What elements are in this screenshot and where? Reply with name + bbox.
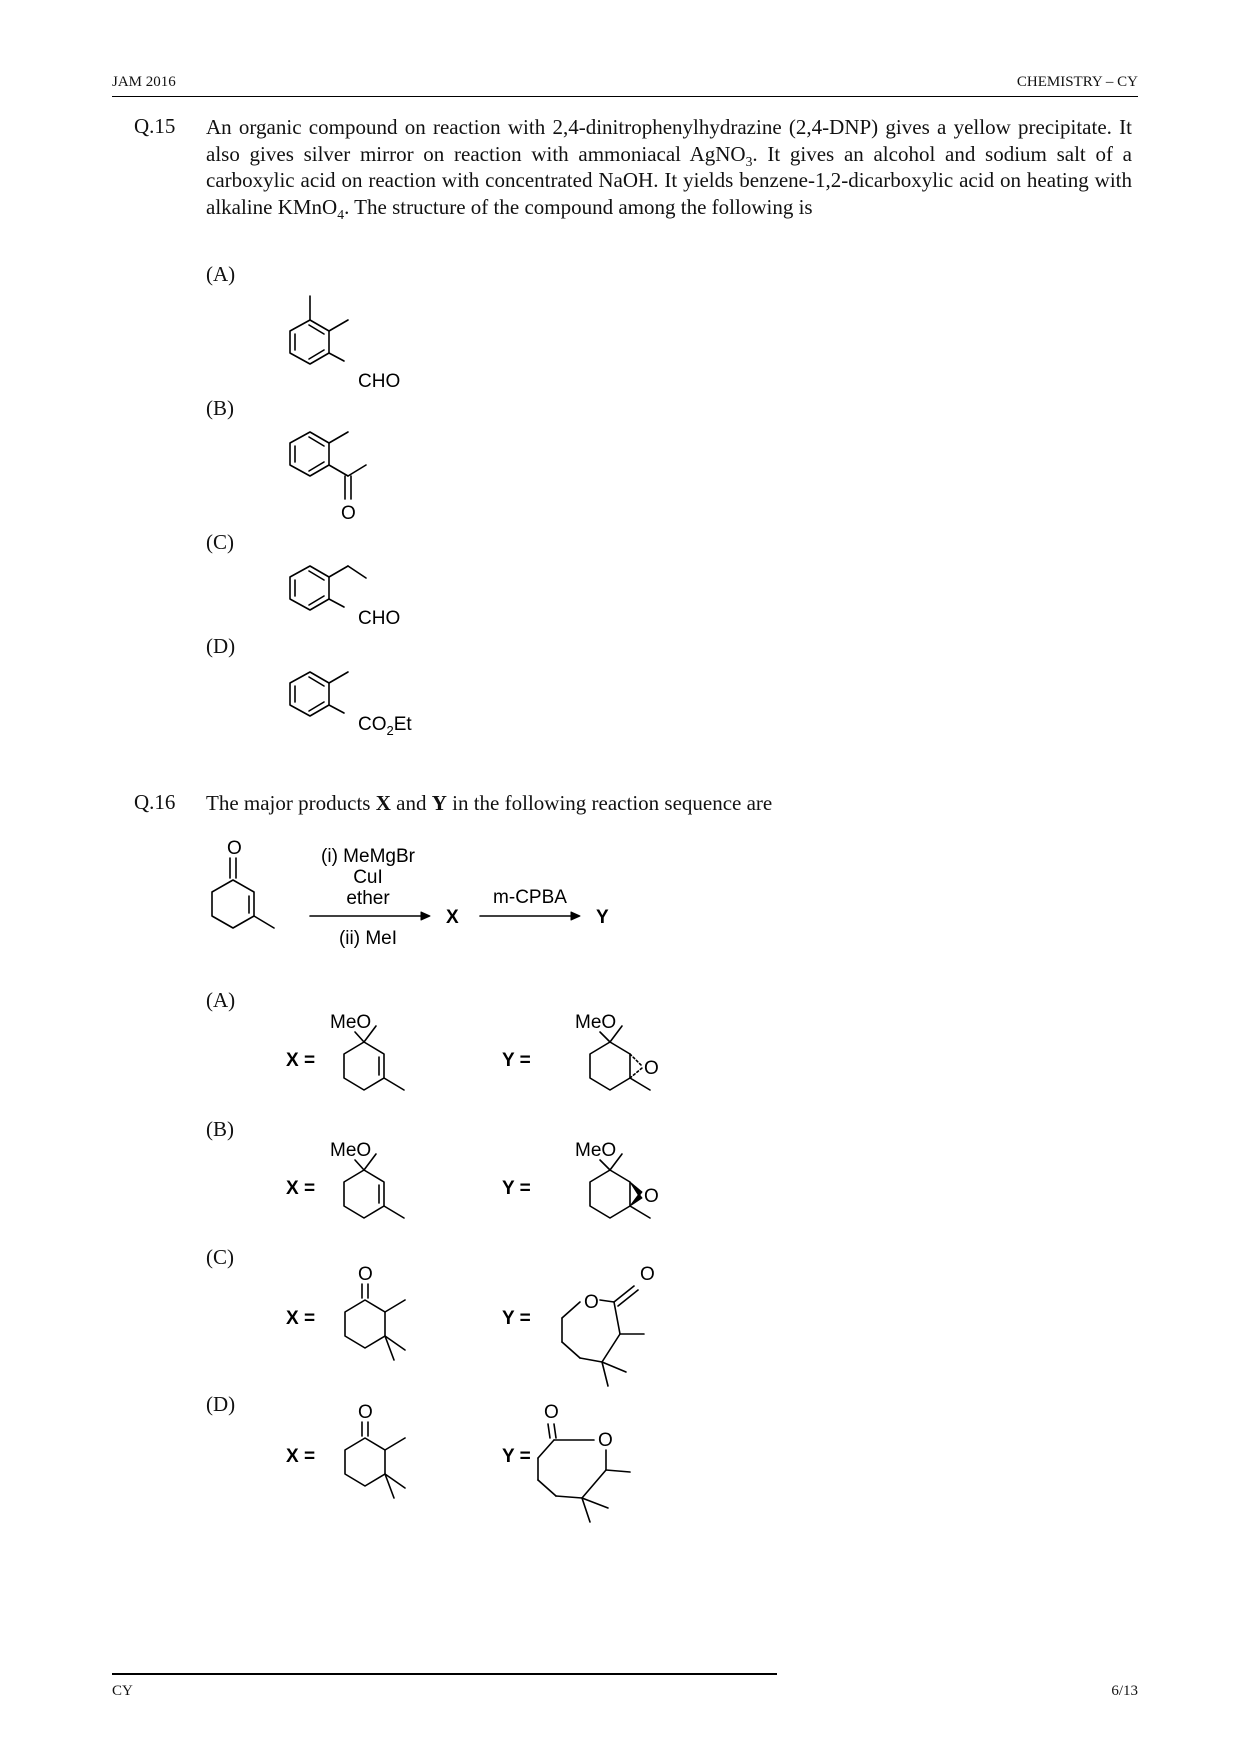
q15-option-b-label: (B)	[206, 396, 234, 420]
q15-option-d-label: (D)	[206, 634, 236, 658]
header-exam-label: JAM 2016	[112, 74, 176, 90]
question-number-15: Q.15	[134, 114, 176, 138]
svg-text:MeO: MeO	[330, 1012, 372, 1033]
svg-text:(ii) MeI: (ii) MeI	[338, 928, 398, 949]
header-rule	[112, 96, 1138, 97]
q16-option-b-structures	[280, 1138, 700, 1248]
svg-text:O: O	[644, 1058, 659, 1079]
svg-text:O: O	[584, 1292, 599, 1313]
svg-text:CHO: CHO	[358, 371, 401, 392]
svg-text:MeO: MeO	[330, 1140, 372, 1161]
q16-option-c-label: (C)	[206, 1245, 234, 1269]
svg-text:(i) MeMgBr: (i) MeMgBr	[321, 846, 415, 867]
footer-rule	[112, 1673, 777, 1675]
svg-text:X =: X =	[286, 1178, 316, 1199]
svg-text:Y =: Y =	[502, 1446, 531, 1467]
svg-text:O: O	[358, 1264, 373, 1285]
q15-option-b-structure	[270, 412, 430, 527]
svg-text:O: O	[644, 1186, 659, 1207]
svg-text:m-CPBA: m-CPBA	[493, 887, 567, 908]
svg-text:Y: Y	[596, 907, 609, 928]
q15-option-c-structure	[270, 546, 430, 631]
q16-option-b-label: (B)	[206, 1117, 234, 1141]
q16-option-d-label: (D)	[206, 1392, 236, 1416]
footer-paper-code: CY	[112, 1683, 133, 1699]
svg-text:Y =: Y =	[502, 1178, 531, 1199]
svg-text:Y =: Y =	[502, 1308, 531, 1329]
svg-text:O: O	[341, 503, 356, 524]
svg-text:X =: X =	[286, 1050, 316, 1071]
q15-option-a-structure	[270, 282, 430, 392]
question-text-15: An organic compound on reaction with 2,4-dinitrophenylhydrazine (2,4-DNP) gives a yellow precipitate. It also gives silver mirror on reaction with ammoniacal AgNO$_3$. It gives an alcohol and sodium salt of a carboxylic acid on reaction with concentrated NaOH. It yields benzene-1,2-dicarboxylic acid on heating with alkaline KMnO$_4$. The structure of the compound among the following is	[206, 115, 1132, 222]
svg-text:O: O	[640, 1264, 655, 1285]
svg-text:ether: ether	[346, 888, 390, 909]
q15-option-d-structure	[270, 652, 440, 737]
svg-text:O: O	[544, 1402, 559, 1423]
svg-text:CO2Et: $CO_2Et$	[358, 714, 412, 738]
svg-text:O: O	[227, 838, 242, 859]
svg-text:CuI: CuI	[353, 867, 383, 888]
header-subject-label: CHEMISTRY – CY	[1016, 74, 1138, 90]
svg-text:MeO: MeO	[575, 1012, 617, 1033]
q16-option-c-structures	[280, 1262, 700, 1392]
svg-text:O: O	[358, 1402, 373, 1423]
svg-text:X =: X =	[286, 1308, 316, 1329]
svg-text:X =: X =	[286, 1446, 316, 1467]
q15-option-c-label: (C)	[206, 530, 234, 554]
svg-text:Y =: Y =	[502, 1050, 531, 1071]
q16-option-a-structures	[280, 1010, 700, 1120]
svg-text:O: O	[598, 1430, 613, 1451]
q15-option-a-label: (A)	[206, 262, 236, 286]
footer-page-number: 6/13	[1111, 1683, 1138, 1699]
q16-reaction-scheme	[200, 840, 640, 980]
svg-text:X: X	[446, 907, 459, 928]
question-number-16: Q.16	[134, 790, 176, 814]
question-text-16: The major products X and Y in the following reaction sequence are	[206, 791, 773, 815]
q16-option-d-structures	[280, 1400, 700, 1535]
q16-option-a-label: (A)	[206, 988, 236, 1012]
svg-text:MeO: MeO	[575, 1140, 617, 1161]
svg-text:CHO: CHO	[358, 608, 401, 629]
